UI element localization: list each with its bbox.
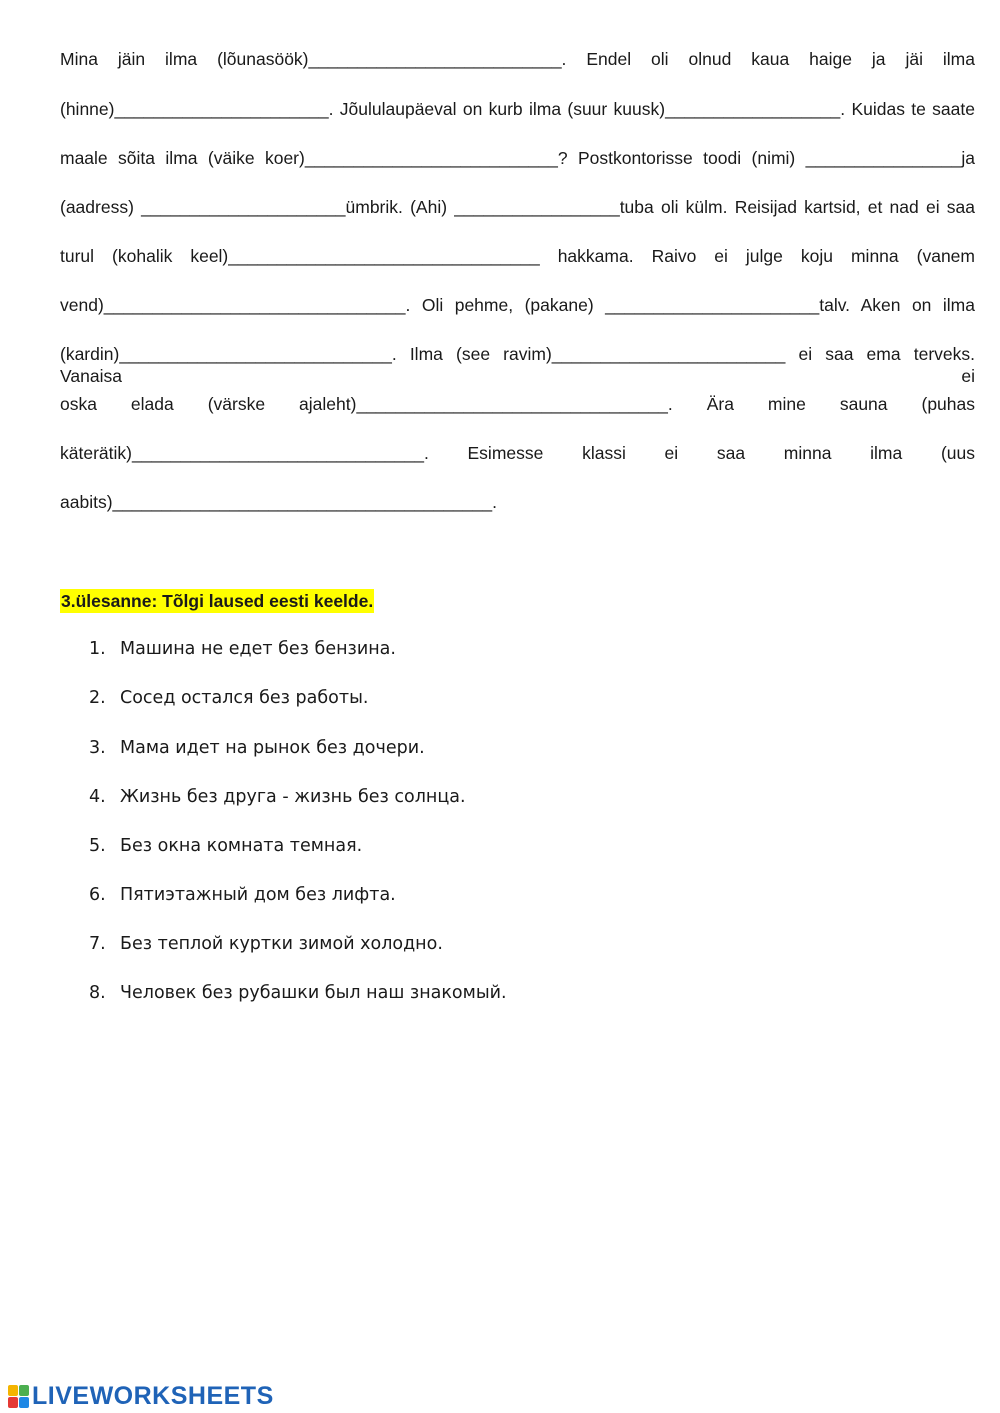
paragraph-line: aabits)_______________________________________. (60, 492, 497, 512)
paragraph-line: (kardin)____________________________. Ilma (see ravim)________________________ ei saa ema terveks. Vanaisa ei (60, 344, 975, 386)
logo-block (19, 1385, 29, 1396)
list-item: 3. Мама идет на рынок без дочери. (89, 738, 425, 758)
logo-block (19, 1397, 29, 1408)
paragraph-line: Mina jäin ilma (lõunasöök)__________________________. Endel oli olnud kaua haige ja jäi ilma (60, 49, 975, 69)
logo-block (8, 1397, 18, 1408)
paragraph-line: maale sõita ilma (väike koer)__________________________? Postkontorisse toodi (nimi) ________________ja (60, 148, 975, 168)
paragraph-line: turul (kohalik keel)________________________________ hakkama. Raivo ei julge koju minna (vanem (60, 246, 975, 266)
logo-blocks-icon (8, 1385, 29, 1408)
list-item: 8. Человек без рубашки был наш знакомый. (89, 983, 507, 1003)
paragraph-line: käterätik)______________________________. Esimesse klassi ei saa minna ilma (uus (60, 443, 975, 463)
list-item: 1. Машина не едет без бензина. (89, 639, 396, 659)
list-item: 4. Жизнь без друга - жизнь без солнца. (89, 787, 466, 807)
liveworksheets-logo[interactable] (8, 1381, 274, 1411)
paragraph-line: oska elada (värske ajaleht)________________________________. Ära mine sauna (puhas (60, 394, 975, 414)
logo-text: LIVEWORKSHEETS (32, 1381, 274, 1410)
paragraph-line: (aadress) _____________________ümbrik. (Ahi) _________________tuba oli külm. Reisijad kartsid, et nad ei saa (60, 197, 975, 217)
paragraph-line: vend)_______________________________. Oli pehme, (pakane) ______________________talv. Aken on ilma (60, 295, 975, 315)
list-item: 2. Сосед остался без работы. (89, 688, 369, 708)
list-item: 7. Без теплой куртки зимой холодно. (89, 934, 443, 954)
exercise-3-heading: 3.ülesanne: Tõlgi laused eesti keelde. (61, 591, 374, 611)
logo-block (8, 1385, 18, 1396)
list-item: 6. Пятиэтажный дом без лифта. (89, 885, 396, 905)
paragraph-line: (hinne)______________________. Jõululaupäeval on kurb ilma (suur kuusk)__________________. Kuidas te saate (60, 99, 975, 119)
list-item: 5. Без окна комната темная. (89, 836, 363, 856)
